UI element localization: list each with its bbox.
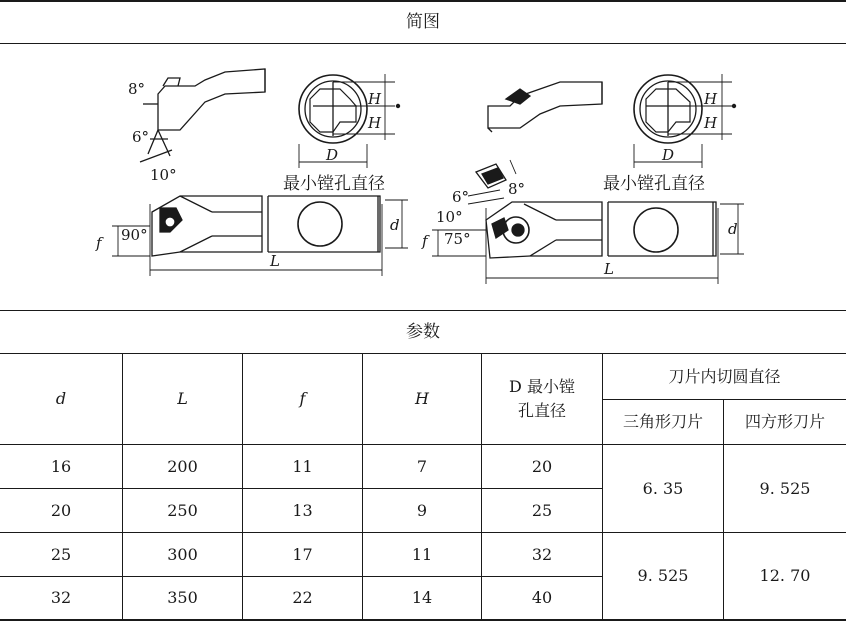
left-label-f: f — [96, 234, 102, 252]
left-side-view — [140, 69, 265, 162]
params-title: 参数 — [406, 322, 440, 342]
right-label-H1: H — [704, 90, 718, 108]
header-triangle-insert: 三角形刀片 — [622, 412, 703, 431]
row3-d: 25 — [50, 544, 72, 564]
right-min-bore-label: 最小镗孔直径 — [603, 174, 705, 194]
row3-H: 11 — [411, 544, 433, 564]
header-insert-group: 刀片内切圆直径 — [668, 366, 781, 386]
right-label-D: D — [662, 146, 675, 164]
merged-triangle-1: 6. 35 — [642, 478, 684, 498]
left-angle-90: 90° — [121, 226, 148, 244]
header-H: H — [415, 389, 429, 408]
header-D-line1: D 最小镗 — [509, 377, 575, 396]
merged-square-1: 9. 525 — [759, 478, 811, 498]
tool-sketch-drawing — [0, 44, 846, 310]
left-label-L: L — [270, 252, 280, 270]
top-border — [0, 0, 846, 2]
right-label-f: f — [422, 232, 428, 250]
right-end-view — [634, 74, 736, 168]
header-D-line2: 孔直径 — [517, 401, 566, 420]
header-d: d — [55, 389, 67, 408]
right-label-d: d — [728, 220, 738, 238]
row1-d: 16 — [50, 456, 72, 476]
row4-D: 40 — [531, 588, 553, 607]
row4-d: 32 — [50, 588, 72, 607]
row2-L: 250 — [167, 500, 198, 520]
rule-below-sketch — [0, 310, 846, 311]
merged-square-2: 12. 70 — [759, 566, 811, 585]
right-label-L: L — [604, 260, 614, 278]
sketch-title: 简图 — [406, 12, 440, 32]
left-angle-10: 10° — [150, 166, 177, 184]
row2-f: 13 — [292, 500, 313, 520]
left-label-H2: H — [368, 114, 382, 132]
row1-L: 200 — [167, 456, 198, 476]
left-label-H1: H — [368, 90, 382, 108]
row2-H: 9 — [416, 500, 428, 520]
right-label-H2: H — [704, 114, 718, 132]
row2-d: 20 — [50, 500, 72, 520]
right-angle-10: 10° — [436, 208, 463, 226]
left-min-bore-label: 最小镗孔直径 — [283, 174, 385, 194]
right-angle-8: 8° — [508, 180, 526, 198]
left-label-D: D — [326, 146, 339, 164]
left-angle-6: 6° — [132, 128, 150, 146]
header-D — [482, 354, 602, 444]
left-label-d: d — [390, 216, 400, 234]
right-angle-6: 6° — [452, 188, 470, 206]
header-square-insert: 四方形刀片 — [744, 412, 825, 431]
merged-triangle-2: 9. 525 — [637, 566, 689, 585]
right-angle-75: 75° — [444, 230, 471, 248]
left-angle-8: 8° — [128, 80, 146, 98]
right-side-view — [488, 82, 602, 132]
bottom-border — [0, 619, 846, 621]
row2-D: 25 — [531, 500, 553, 520]
header-f: f — [299, 389, 306, 408]
left-end-view — [299, 74, 400, 168]
row4-L: 350 — [167, 588, 198, 607]
row1-f: 11 — [292, 456, 313, 476]
row1-D: 20 — [531, 456, 553, 476]
row3-D: 32 — [531, 544, 553, 564]
left-boring-bar — [112, 196, 408, 276]
row4-f: 22 — [292, 588, 313, 607]
row3-L: 300 — [167, 544, 198, 564]
right-boring-bar — [432, 202, 744, 284]
row4-H: 14 — [411, 588, 433, 607]
row3-f: 17 — [292, 544, 313, 564]
header-L: L — [177, 389, 188, 408]
row1-H: 7 — [416, 456, 428, 476]
